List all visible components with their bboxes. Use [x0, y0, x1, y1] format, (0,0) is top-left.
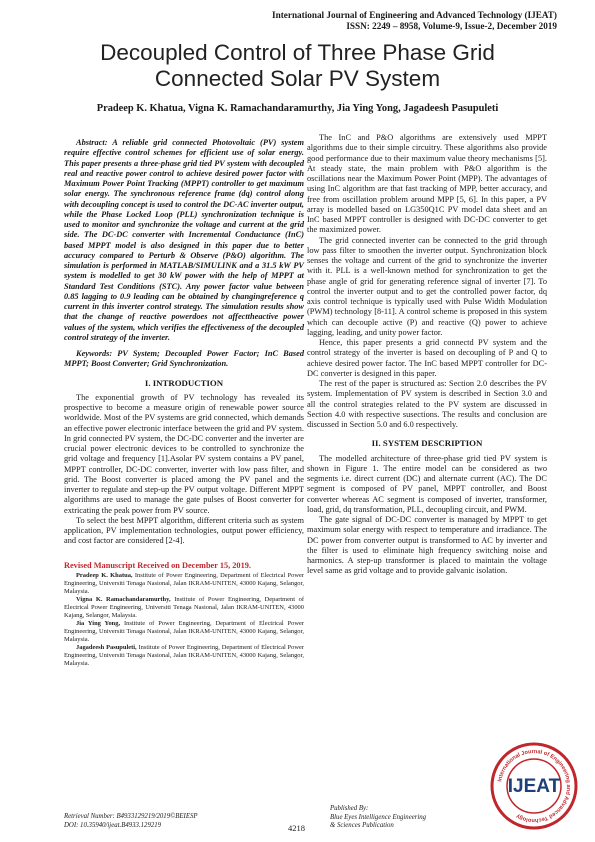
affiliation	[64, 572, 304, 596]
intro-paragraph-1: The exponential growth of PV technology has revealed its prospective to become a measure origin of renewable power source worldwide. Most of the PV systems are grid connected, which demands an effective power electronic interface between the grid and PV system. In grid connected PV system, the DC-DC converter and the inverter are crucial power electronic devices to be controlled to synchronize the grid voltage and frequency [1].Asolar PV system contains a PV panel, MPPT controller, DC-DC converter, inverter with low pass filter, and grid. The Boost converter is placed among the PV panel and the inverter to regulate and step-up the PV output voltage. Different MPPT algorithms are used to manage the gate pulses of Boost converter for extricating the peak power from PV source.	[64, 392, 304, 515]
left-column	[64, 138, 304, 668]
body-paragraph: The InC and P&O algorithms are extensively used MPPT algorithms due to their simple circuitry. These algorithms also provide good performance due to their maximum value theory mechanisms [5]. At steady state, the main problem with P&O algorithm is the oscillations near the Maximum Power Point (MPP). The advantages of using InC algorithm are that fast tracking of MPP, better accuracy, and free from oscillation problem around MPP [5, 6]. In this paper, a PV array is modelled based on LG350Q1C PV model data sheet and an InC based MPPT controller is designed with DC-DC converter to get the maximized power.	[307, 133, 547, 235]
body-paragraph: Hence, this paper presents a grid connectd PV system and the control strategy of the inverter is based on decoupling of P and Q to achieve desired power factor. The InC based MPPT controller for DC-DC converter is designed in this paper.	[307, 338, 547, 378]
published-by: Published By:	[330, 805, 369, 812]
affiliation	[64, 596, 304, 620]
system-paragraph-2: The gate signal of DC-DC converter is managed by MPPT to get maximum solar energy with respect to temperature and irradiance. The DC power from converter output is transformed to AC by inverter and the filter is used to eliminate high frequency switching noise and harmonics. A step-up transformer is placed to maintain the voltage level same as grid voltage and to provide galvanic isolation.	[307, 515, 547, 576]
section-heading-system-description: II. SYSTEM DESCRIPTION	[371, 438, 483, 449]
intro-paragraph-2: To select the best MPPT algorithm, different criteria such as system application, PV implementation technologies, output power efficiency, and cost factor are considered [2-4].	[64, 515, 304, 546]
right-column	[307, 133, 547, 577]
abstract: Abstract: A reliable grid connected Photovoltaic (PV) system require effective control schemes for efficient use of solar energy. This paper presents a three-phase grid tied PV system with decoupled real and reactive power control to achieve desired power factor with Maximum Power Point Tracking (MPPT) controller to get maximum solar energy. The synchronous reference frame (dq) control along with decoupling concept is used to control the DC-AC inverter output, while the Phase Locked Loop (PLL) synchronization technique is used to monitor and synchronize the voltage and current at the grid side. The DC-DC converter with Incremental Conductance (InC) based MPPT model is also designed in this paper due to better accuracy compared to Perturb & Observe (P&O) algorithm. The simulation is performed in MATLAB/SIMULINK and a 31.5 kW PV system is modelled to get 30 kW power with the help of MPPT at Standard Test Conditions (STC). Any power factor value between 0.85 lagging to 0.9 leading can be obtained by changingreference q current in this inverter control strategy. The simulation results show that the change of reactive powerdoes not affecttheactive power values of the system, which verifies the effectiveness of the decoupled control strategy of the inverter.	[64, 138, 304, 342]
logo-text: IJEAT	[507, 776, 561, 797]
affiliation-text: Institute of Power Engineering, Department of Electrical Power Engineering, Universiti Tenaga Nasional, Jalan IKRAM-UNITEN, 43000 Kajang, Selangor, Malaysia.	[64, 595, 304, 619]
footer-left	[64, 813, 198, 830]
body-paragraph: The rest of the paper is structured as: Section 2.0 describes the PV system. Implementation of PV system is described in Section 3.0 and all the control strategies related to the PV system are discussed in Section 4.0 with respective susections. The results and conclusion are discussed in Section 5.0 and 6.0 respectively.	[307, 379, 547, 429]
publisher-line-1: Blue Eyes Intelligence Engineering	[330, 813, 427, 821]
footer-publisher	[330, 805, 426, 831]
keywords: Keywords: PV System; Decoupled Power Factor; InC Based MPPT; Boost Converter; Grid Synchronization.	[64, 349, 304, 369]
affiliation-name: Jia Ying Yong,	[76, 620, 121, 628]
journal-issn: ISSN: 2249 – 8958, Volume-9, Issue-2, December 2019	[346, 21, 557, 31]
logo-ring-text: International Journal of Engineering and Advanced Technology	[497, 748, 572, 824]
affiliation	[64, 644, 304, 668]
body-paragraph: The grid connected inverter can be connected to the grid through low pass filter to smoothen the inverter output. Synchronization block senses the voltage and current of the grid to synchronize the inverter with it. PLL is a well-known method for synchronization to get the phase angle of grid for generating reference signal of inverter [7]. To control the inverter output and to get the controlled power factor, dq axis control technique is typically used with Pulse Width Modulation (PWM) technology [8-11]. A control scheme is proposed in this system which can decouple active (P) and reactive (Q) power to achieve lagging, leading, and unity power factor.	[307, 235, 547, 337]
page-number: 4218	[288, 823, 305, 833]
affiliation-name: Jagadeesh Pasupuleti,	[76, 644, 137, 652]
doi: DOI: 10.35940/ijeat.B4933.129219	[64, 821, 162, 829]
journal-header	[272, 10, 557, 32]
affiliation-name: Vigna K. Ramachandaramurthy,	[76, 595, 171, 603]
section-heading-introduction: I. INTRODUCTION	[144, 377, 224, 388]
revised-date: Revised Manuscript Received on December 15, 2019.	[64, 560, 251, 570]
publisher-line-2: & Sciences Publication	[330, 822, 394, 829]
affiliation-text: Institute of Power Engineering, Department of Electrical Power Engineering, Universiti Tenaga Nasional, Jalan IKRAM-UNITEN, 43000 Kajang, Selangor, Malaysia.	[64, 620, 304, 644]
journal-name: International Journal of Engineering and Advanced Technology (IJEAT)	[272, 10, 557, 20]
affiliation-text: Institute of Power Engineering, Department of Electrical Power Engineering, Universiti Tenaga Nasional, Jalan IKRAM-UNITEN, 43000 Kajang, Selangor, Malaysia.	[64, 644, 304, 668]
paper-title	[0, 40, 595, 92]
ijeat-logo	[490, 742, 578, 830]
system-paragraph-1: The modelled architecture of three-phase grid tied PV system is shown in Figure 1. The entire model can be considered as two segments i.e. direct current (DC) and alternate current (AC). The DC segment is composed of PV panel, MPPT controller, and Boost converter whereas AC segment is composed of inverter, transformer, load, grid, dq transformation, PLL, decoupling circuit, and PWM.	[307, 453, 547, 514]
affiliation-name: Pradeep K. Khatua,	[76, 571, 133, 579]
author-list: Pradeep K. Khatua, Vigna K. Ramachandaramurthy, Jia Ying Yong, Jagadeesh Pasupuleti	[96, 103, 499, 114]
affiliation-text: Institute of Power Engineering, Department of Electrical Power Engineering, Universiti Tenaga Nasional, Jalan IKRAM-UNITEN, 43000 Kajang, Selangor, Malaysia.	[64, 571, 305, 595]
affiliation	[64, 620, 304, 644]
title-line-1: Decoupled Control of Three Phase Grid	[100, 40, 495, 65]
title-line-2: Connected Solar PV System	[154, 66, 441, 91]
retrieval-number: Retrieval Number: B4933129219/2019©BEIESP	[64, 813, 198, 820]
